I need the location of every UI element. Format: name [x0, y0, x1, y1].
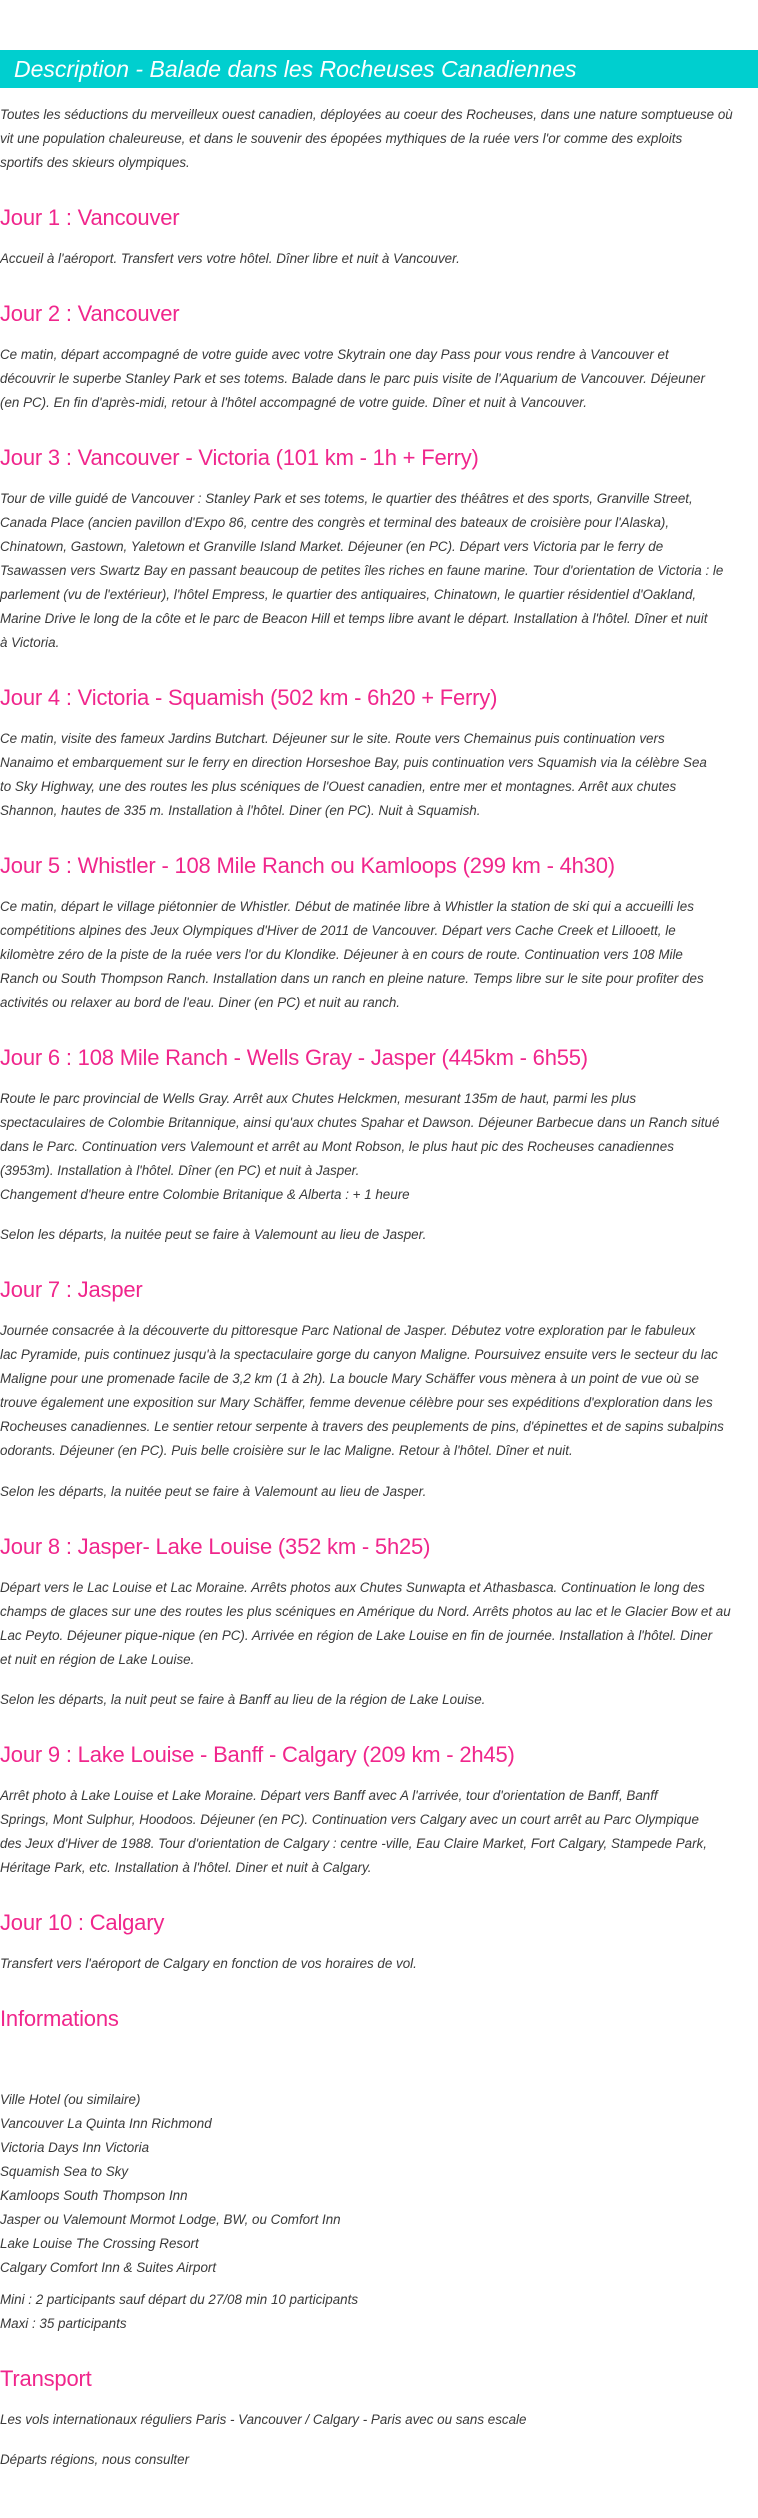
hotel-item: Ville Hotel (ou similaire) [0, 2092, 141, 2107]
day-6-title: Jour 6 : 108 Mile Ranch - Wells Gray - Jasper (445km - 6h55) [0, 1045, 588, 1070]
day-7-note: Selon les départs, la nuitée peut se faire à Valemount au lieu de Jasper. [0, 1484, 427, 1499]
intro-paragraph [0, 103, 752, 175]
day-8-note: Selon les départs, la nuit peut se faire à Banff au lieu de la région de Lake Louise. [0, 1692, 486, 1707]
day-10-line: Transfert vers l'aéroport de Calgary en fonction de vos horaires de vol. [0, 1956, 417, 1971]
day-4-line: to Sky Highway, une des routes les plus scéniques de l'Ouest canadien, entre mer et montagnes. Arrêt aux chutes [0, 779, 677, 794]
day-6-line: spectaculaires de Colombie Britannique, ainsi qu'aux chutes Spahar et Dawson. Déjeuner Barbecue dans un Ranch situé [0, 1115, 720, 1130]
hotel-item: Squamish Sea to Sky [0, 2164, 129, 2179]
day-3-text [0, 487, 752, 655]
day-2-line: (en PC). En fin d'après-midi, retour à l'hôtel accompagné de votre guide. Dîner et nuit à Vancouver. [0, 395, 587, 410]
participants-max: Maxi : 35 participants [0, 2316, 127, 2331]
day-3-line: à Victoria. [0, 635, 60, 650]
intro-line: Toutes les séductions du merveilleux ouest canadien, déployées au coeur des Rocheuses, dans une nature somptueuse où [0, 107, 733, 122]
transport-flights: Les vols internationaux réguliers Paris - Vancouver / Calgary - Paris avec ou sans escale [0, 2412, 527, 2427]
day-5-line: Ranch ou South Thompson Ranch. Installation dans un ranch en pleine nature. Temps libre sur le site pour profiter des [0, 971, 704, 986]
day-8-text [0, 1576, 752, 1672]
day-6-note: Selon les départs, la nuitée peut se faire à Valemount au lieu de Jasper. [0, 1227, 427, 1242]
day-9-line: Springs, Mont Sulphur, Hoodoos. Déjeuner (en PC). Continuation vers Calgary avec un court arrêt au Parc Olympique [0, 1812, 699, 1827]
day-4-title: Jour 4 : Victoria - Squamish (502 km - 6h20 + Ferry) [0, 685, 498, 710]
day-8-title: Jour 8 : Jasper- Lake Louise (352 km - 5h25) [0, 1534, 431, 1559]
day-4-line: Ce matin, visite des fameux Jardins Butchart. Déjeuner sur le site. Route vers Chemainus puis continuation vers [0, 731, 665, 746]
day-7-line: lac Pyramide, puis continuez jusqu'à la spectaculaire gorge du canyon Maligne. Poursuivez ensuite vers le secteur du lac [0, 1347, 718, 1362]
day-5-line: compétitions alpines des Jeux Olympiques d'Hiver de 2011 de Vancouver. Départ vers Cache Creek et Lillooett, le [0, 923, 676, 938]
day-3-line: Marine Drive le long de la côte et le parc de Beacon Hill et temps libre avant le départ. Installation à l'hôtel. Dîner et nuit [0, 611, 708, 626]
hotel-item: Lake Louise The Crossing Resort [0, 2236, 199, 2251]
hotels-list [0, 2088, 752, 2280]
day-1-line: Accueil à l'aéroport. Transfert vers votre hôtel. Dîner libre et nuit à Vancouver. [0, 251, 460, 266]
day-10-text [0, 1952, 752, 1976]
day-5-text [0, 895, 752, 1015]
day-7-line: Maligne pour une promenade facile de 3,2 km (1 à 2h). La boucle Mary Schäffer vous mènera à un point de vue où se [0, 1371, 699, 1386]
day-6-line: Route le parc provincial de Wells Gray. Arrêt aux Chutes Helckmen, mesurant 135m de haut, parmi les plus [0, 1091, 637, 1106]
day-2-line: Ce matin, départ accompagné de votre guide avec votre Skytrain one day Pass pour vous rendre à Vancouver et [0, 347, 669, 362]
day-8-line: champs de glaces sur une des routes les plus scéniques en Amérique du Nord. Arrêts photos au lac et le Glacier Bow et au [0, 1604, 731, 1619]
day-9-line: des Jeux d'Hiver de 1988. Tour d'orientation de Calgary : centre -ville, Eau Claire Market, Fort Calgary, Stampede Park, [0, 1836, 707, 1851]
day-5-line: kilomètre zéro de la piste de la ruée vers l'or du Klondike. Déjeuner à en cours de route. Continuation vers 108 Mile [0, 947, 683, 962]
transport-regions: Départs régions, nous consulter [0, 2452, 190, 2467]
day-7-title: Jour 7 : Jasper [0, 1277, 143, 1302]
participants-min: Mini : 2 participants sauf départ du 27/08 min 10 participants [0, 2292, 359, 2307]
day-8-line: Départ vers le Lac Louise et Lac Moraine. Arrêts photos aux Chutes Sunwapta et Athasbasca. Continuation le long des [0, 1580, 705, 1595]
day-5-line: activités ou relaxer au bord de l'eau. Diner (en PC) et nuit au ranch. [0, 995, 401, 1010]
day-2-line: découvrir le superbe Stanley Park et ses totems. Balade dans le parc puis visite de l'Aquarium de Vancouver. Déjeuner [0, 371, 705, 386]
day-9-text [0, 1784, 752, 1880]
day-1-title: Jour 1 : Vancouver [0, 205, 180, 230]
hotel-item: Victoria Days Inn Victoria [0, 2140, 150, 2155]
informations-title: Informations [0, 2006, 119, 2031]
day-1-text [0, 247, 752, 271]
day-8-line: et nuit en région de Lake Louise. [0, 1652, 195, 1667]
day-7-line: odorants. Déjeuner (en PC). Puis belle croisière sur le lac Maligne. Retour à l'hôtel. Dîner et nuit. [0, 1443, 573, 1458]
hotel-item: Kamloops South Thompson Inn [0, 2188, 188, 2203]
day-2-text [0, 343, 752, 415]
intro-line: sportifs des skieurs olympiques. [0, 155, 190, 170]
day-5-line: Ce matin, départ le village piétonnier de Whistler. Début de matinée libre à Whistler la station de ski qui a accueilli les [0, 899, 694, 914]
hotel-item: Jasper ou Valemount Mormot Lodge, BW, ou Comfort Inn [0, 2212, 341, 2227]
day-9-title: Jour 9 : Lake Louise - Banff - Calgary (209 km - 2h45) [0, 1742, 515, 1767]
day-3-line: Tour de ville guidé de Vancouver : Stanley Park et ses totems, le quartier des théâtres et des sports, Granville Street, [0, 491, 693, 506]
day-3-line: Chinatown, Gastown, Yaletown et Granville Island Market. Déjeuner (en PC). Départ vers Victoria par le ferry de [0, 539, 664, 554]
day-4-text [0, 727, 752, 823]
description-banner: Description - Balade dans les Rocheuses Canadiennes [0, 50, 758, 88]
day-9-line: Héritage Park, etc. Installation à l'hôtel. Diner et nuit à Calgary. [0, 1860, 372, 1875]
intro-line: vit une population chaleureuse, et dans le souvenir des épopées mythiques de la ruée vers l'or comme des exploits [0, 131, 683, 146]
day-2-title: Jour 2 : Vancouver [0, 301, 180, 326]
hotel-item: Calgary Comfort Inn & Suites Airport [0, 2260, 217, 2275]
day-10-title: Jour 10 : Calgary [0, 1910, 165, 1935]
day-3-line: parlement (vu de l'extérieur), l'hôtel Empress, le quartier des antiquaires, Chinatown, le quartier résidentiel d'Oakland, [0, 587, 697, 602]
day-7-text [0, 1319, 752, 1463]
day-5-title: Jour 5 : Whistler - 108 Mile Ranch ou Kamloops (299 km - 4h30) [0, 853, 615, 878]
day-6-line: (3953m). Installation à l'hôtel. Dîner (en PC) et nuit à Jasper. [0, 1163, 360, 1178]
participants-info [0, 2288, 752, 2336]
day-3-title: Jour 3 : Vancouver - Victoria (101 km - 1h + Ferry) [0, 445, 479, 470]
day-6-line: Changement d'heure entre Colombie Britanique & Alberta : + 1 heure [0, 1187, 410, 1202]
day-3-line: Canada Place (ancien pavillon d'Expo 86, centre des congrès et terminal des bateaux de croisière pour l'Alaska), [0, 515, 670, 530]
day-7-line: trouve également une exposition sur Mary Schäffer, femme devenue célèbre pour ses expéditions d'exploration dans les [0, 1395, 713, 1410]
day-4-line: Shannon, hautes de 335 m. Installation à l'hôtel. Diner (en PC). Nuit à Squamish. [0, 803, 481, 818]
day-3-line: Tsawassen vers Swartz Bay en passant beaucoup de petites îles riches en faune marine. Tour d'orientation de Victoria : le [0, 563, 724, 578]
day-7-line: Journée consacrée à la découverte du pittoresque Parc National de Jasper. Débutez votre exploration par le fabuleux [0, 1323, 696, 1338]
transport-title: Transport [0, 2366, 92, 2391]
hotel-item: Vancouver La Quinta Inn Richmond [0, 2116, 212, 2131]
day-4-line: Nanaimo et embarquement sur le ferry en direction Horseshoe Bay, puis continuation vers Squamish via la célèbre Sea [0, 755, 707, 770]
day-7-line: Rocheuses canadiennes. Le sentier retour serpente à travers des peuplements de pins, d'épinettes et de sapins subalpins [0, 1419, 724, 1434]
day-8-line: Lac Peyto. Déjeuner pique-nique (en PC). Arrivée en région de Lake Louise en fin de journée. Installation à l'hôtel. Diner [0, 1628, 713, 1643]
day-6-line: dans le Parc. Continuation vers Valemount et arrêt au Mont Robson, le plus haut pic des Rocheuses canadiennes [0, 1139, 674, 1154]
day-6-text [0, 1087, 752, 1207]
day-9-line: Arrêt photo à Lake Louise et Lake Moraine. Départ vers Banff avec A l'arrivée, tour d'orientation de Banff, Banff [0, 1788, 658, 1803]
